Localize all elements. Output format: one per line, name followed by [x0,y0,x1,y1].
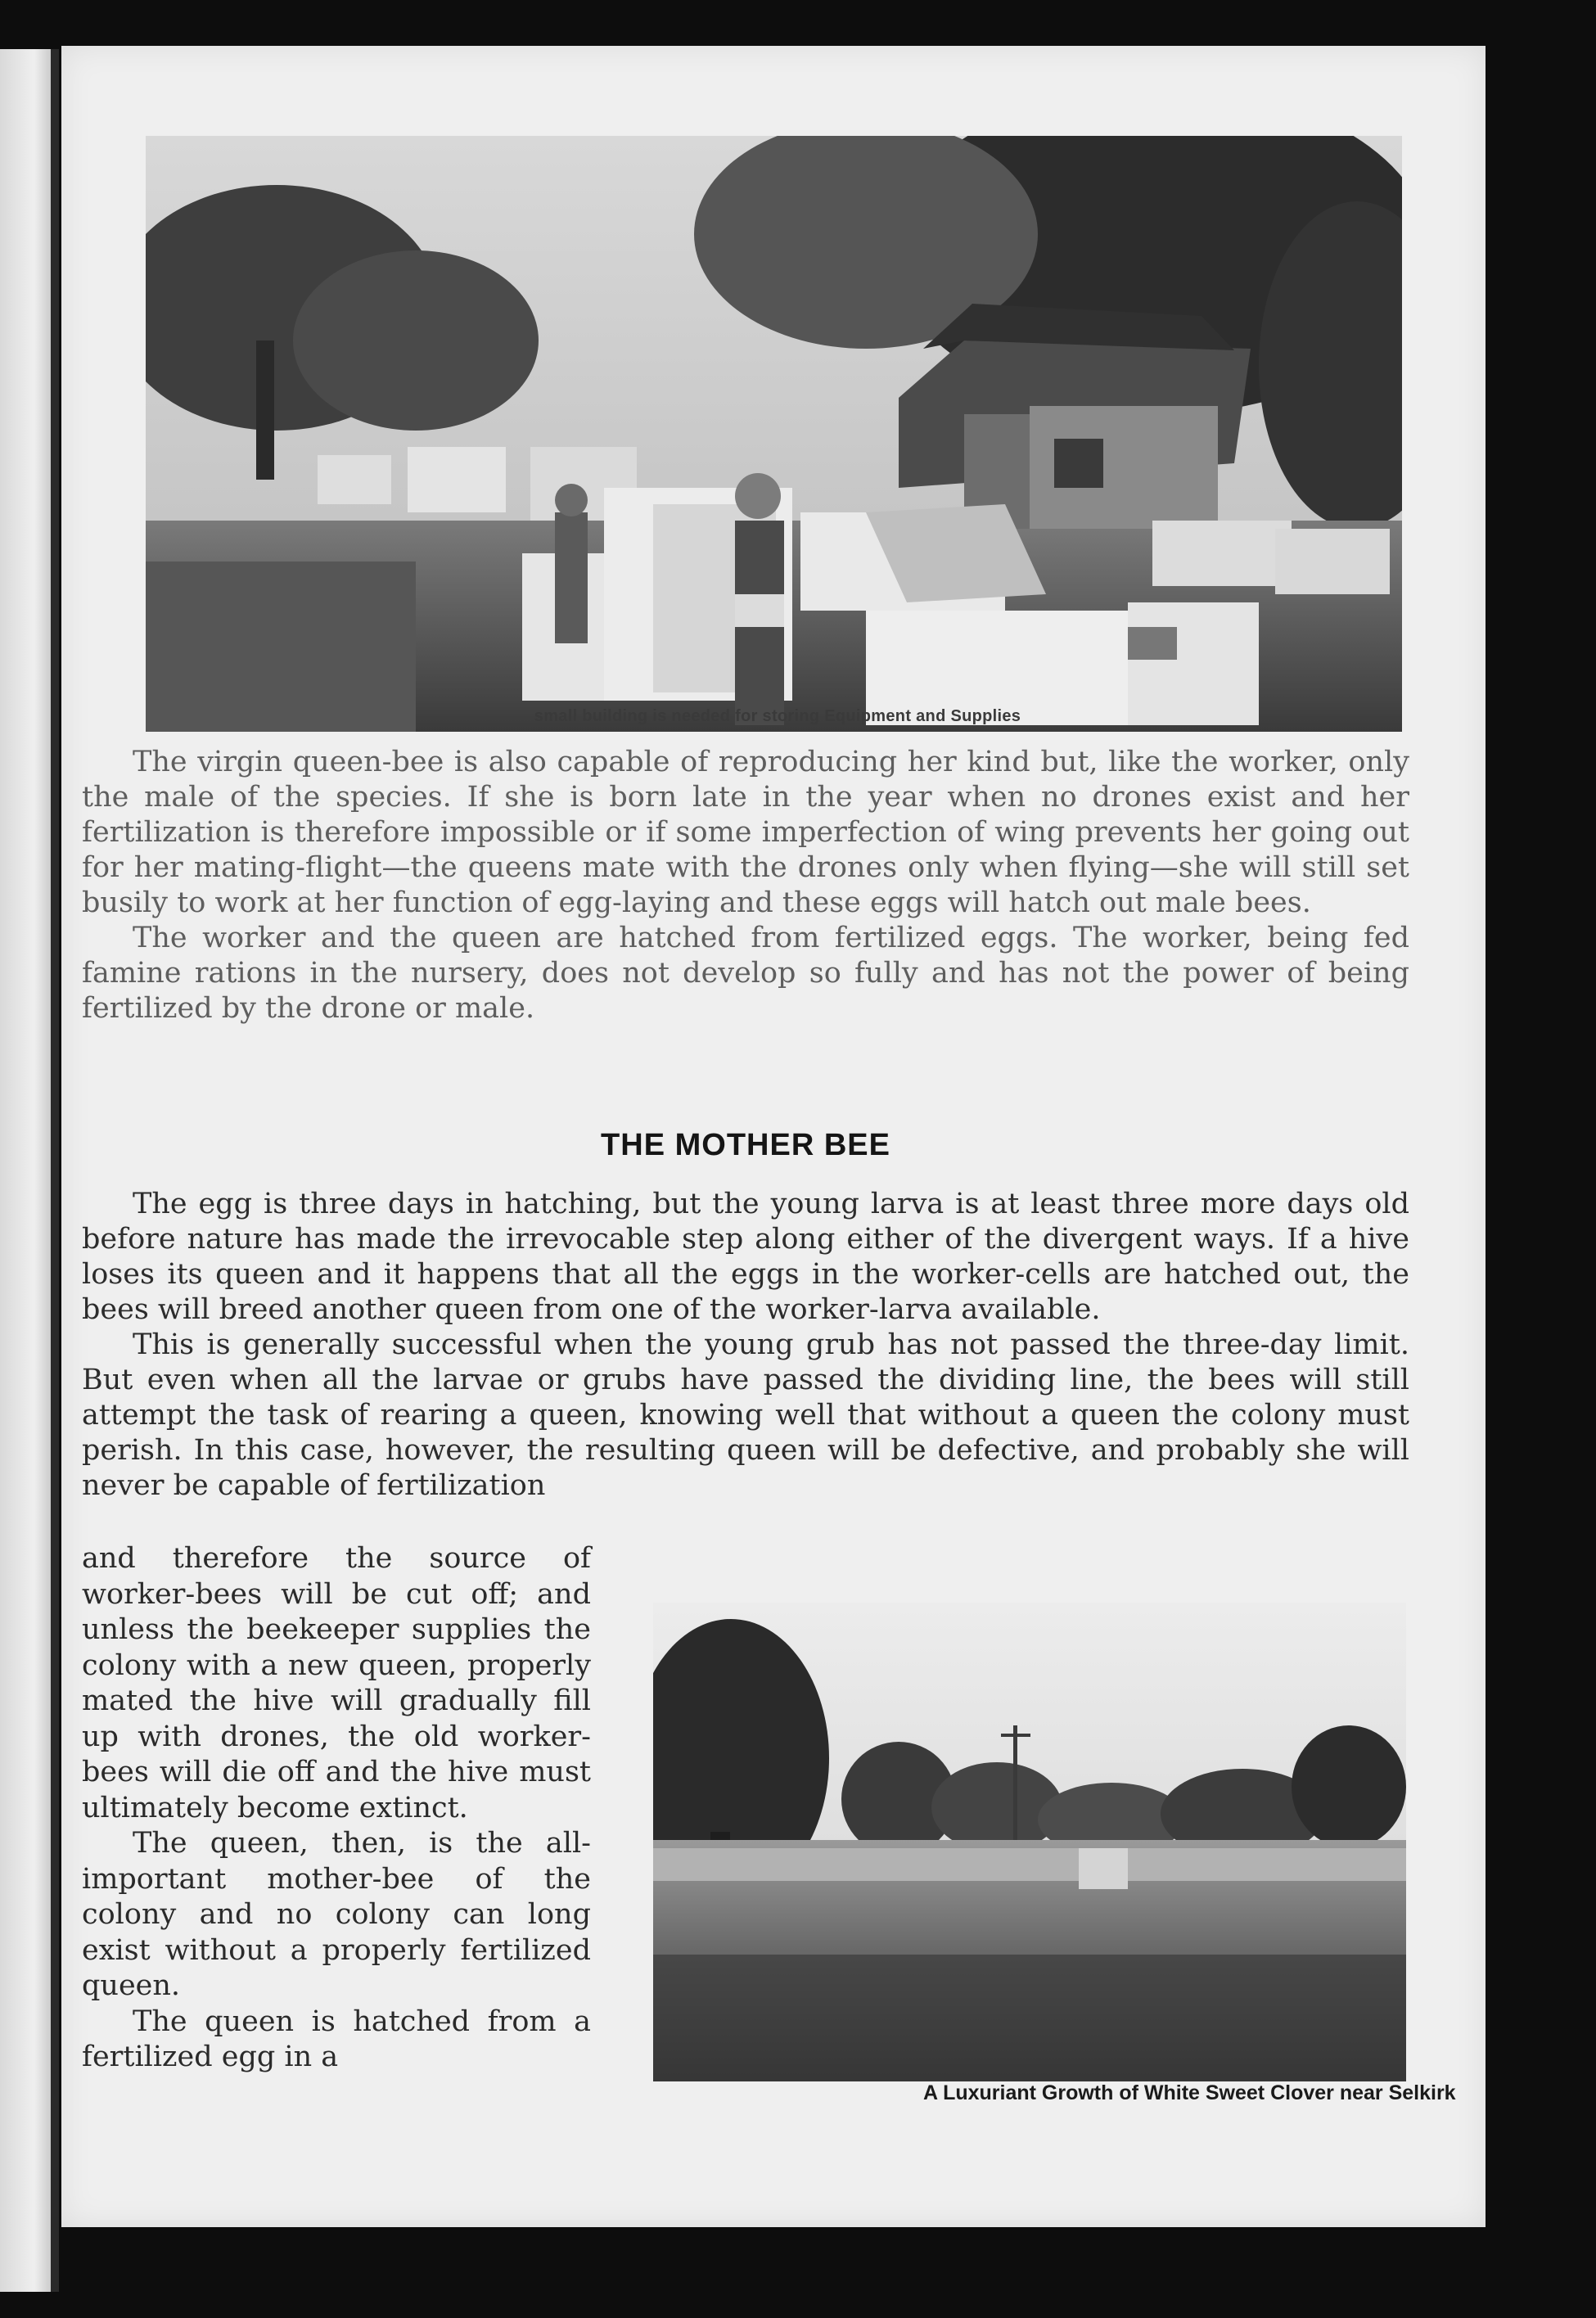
book-gutter [51,49,59,2292]
paragraph-egg-hatching: The egg is three days in hatching, but the young larva is at least three more days old before nature has made the irrevocable step along either of the divergent ways. If a hive loses its queen and it happens that all the eggs in the worker-cells are hatched out, the bees will breed another queen from one of the worker-larva available. [82,1188,1409,1326]
paragraph-continuation: and therefore the source of worker-bees will be cut off; and unless the beekeeper supplies the colony with a new queen, properly mated the hive will gradually fill up with drones, the old worker-bees will die off and the hive must ultimately become extinct. [82,1542,591,1824]
paragraph-all-important-queen: The queen, then, is the all-important mother-bee of the colony and no colony can long exist without a properly fertilized queen. [82,1827,591,2002]
clover-field-photo-image [653,1603,1406,2081]
paragraph-queen-hatched: The queen is hatched from a fertilized egg in a [82,2005,591,2073]
apiary-photo-image [146,136,1402,732]
column-text [82,1541,591,2076]
paragraph-worker-and-queen: The worker and the queen are hatched from fertilized eggs. The worker, being fed famine rations in the nursery, does not develop so fully and has not the power of being fertilized by the drone or male. [82,922,1409,1025]
adjacent-page-edge [0,49,57,2292]
paragraph-virgin-queen: The virgin queen-bee is also capable of reproducing her kind but, like the worker, only the male of the species. If she is born late in the year when no drones exist and her fertilization is therefore impossible or if some imperfection of wing prevents her going out for her mating-flight—the queens mate with the drones only when flying—she will still set busily to work at her function of egg-laying and these eggs will hatch out male bees. [82,746,1409,919]
section-heading: THE MOTHER BEE [601,1128,890,1162]
mother-bee-text [82,1187,1409,1504]
clover-field-photo [653,1603,1406,2081]
intro-text [82,745,1409,1026]
apiary-photo [146,136,1402,732]
top-photo-caption: small building is needed for storing Equipment and Supplies [534,707,1021,725]
paragraph-three-day-limit: This is generally successful when the young grub has not passed the three-day limit. But even when all the larvae or grubs have passed the dividing line, the bees will still attempt the task of rearing a queen, knowing well that without a queen the colony must perish. In this case, however, the resulting queen will be defective, and probably she will never be capable of fertilization [82,1328,1409,1502]
bottom-photo-caption: A Luxuriant Growth of White Sweet Clover near Selkirk [923,2081,1456,2104]
